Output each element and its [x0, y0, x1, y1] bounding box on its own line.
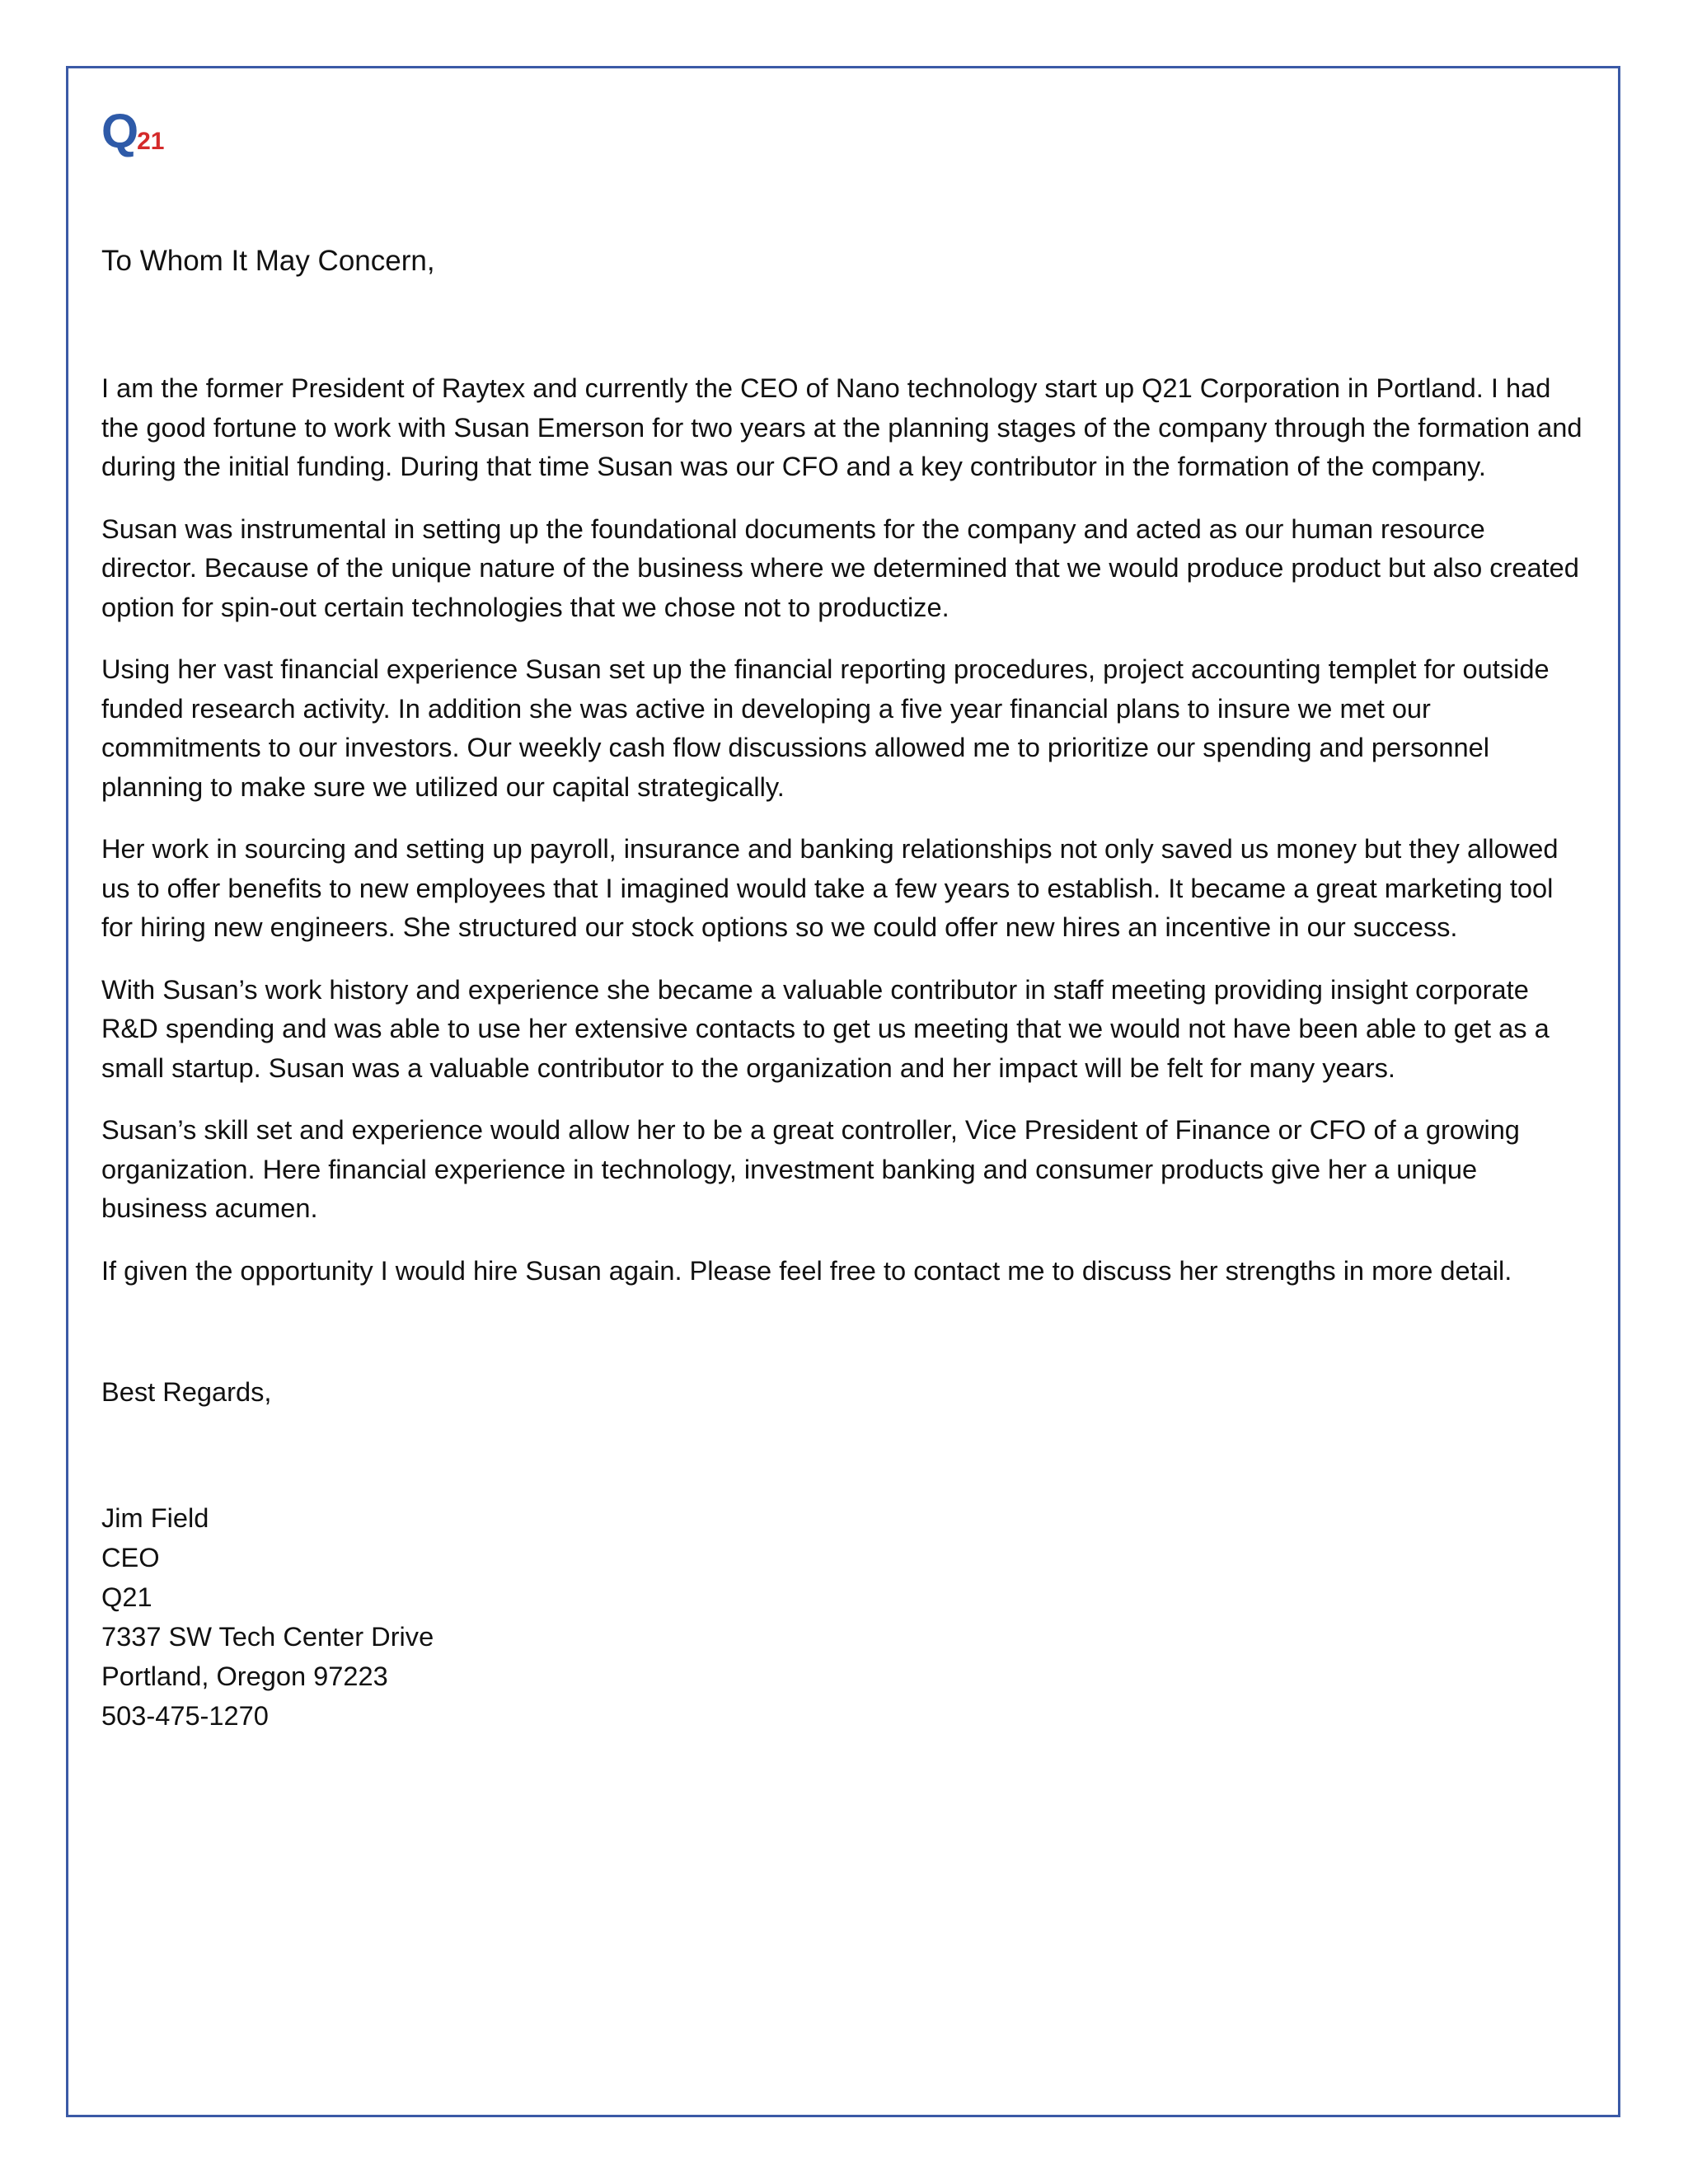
closing: Best Regards, [101, 1376, 272, 1407]
signer-title: CEO [101, 1542, 160, 1572]
phone-number: 503-475-1270 [101, 1700, 269, 1731]
paragraph: Her work in sourcing and setting up payroll, insurance and banking relationships not only saved us money but they allowed us to offer benefits to new employees that I imagined would take a few years to establish. It became a great marketing tool for hiring new engineers. She structured our stock options so we could offer new hires an incentive in our success. [101, 833, 1559, 942]
company-logo [101, 105, 1585, 158]
signature-block [101, 1498, 1585, 1736]
logo-number: 21 [137, 128, 165, 155]
logo-letter: Q [101, 105, 138, 158]
address-line-1: 7337 SW Tech Center Drive [101, 1621, 434, 1652]
paragraph: Using her vast financial experience Susan set up the financial reporting procedures, project accounting templet for outside funded research activity. In addition she was active in developing a five year financial plans to insure we met our commitments to our investors. Our weekly cash flow discussions allowed me to prioritize our spending and personnel planning to make sure we utilized our capital strategically. [101, 654, 1550, 802]
signer-company: Q21 [101, 1582, 152, 1612]
letter-body [101, 368, 1585, 1290]
paragraph: If given the opportunity I would hire Susan again. Please feel free to contact me to discuss her strengths in more detail. [101, 1254, 1512, 1286]
signer-name: Jim Field [101, 1502, 209, 1533]
paragraph: I am the former President of Raytex and currently the CEO of Nano technology start up Q21 Corporation in Portland. I had the good fortune to work with Susan Emerson for two years at the planning stages of the company through the formation and during the initial funding. During that time Susan was our CFO and a key contributor in the formation of the company. [101, 373, 1582, 481]
letter-content [101, 105, 1585, 1736]
address-line-2: Portland, Oregon 97223 [101, 1661, 388, 1691]
salutation: To Whom It May Concern, [101, 245, 435, 277]
paragraph: With Susan’s work history and experience she became a valuable contributor in staff meeting providing insight corporate R&D spending and was able to use her extensive contacts to get us meeting that we would not have been able to get as a small startup. Susan was a valuable contributor to the organization and her impact will be felt for many years. [101, 973, 1550, 1083]
paragraph: Susan was instrumental in setting up the foundational documents for the company and acted as our human resource director. Because of the unique nature of the business where we determined that we would produce product but also created option for spin-out certain technologies that we chose not to productize. [101, 513, 1579, 622]
page-border [66, 66, 1620, 2117]
paragraph: Susan’s skill set and experience would allow her to be a great controller, Vice President of Finance or CFO of a growing organization. Here financial experience in technology, investment banking and consumer products give her a unique business acumen. [101, 1114, 1520, 1223]
